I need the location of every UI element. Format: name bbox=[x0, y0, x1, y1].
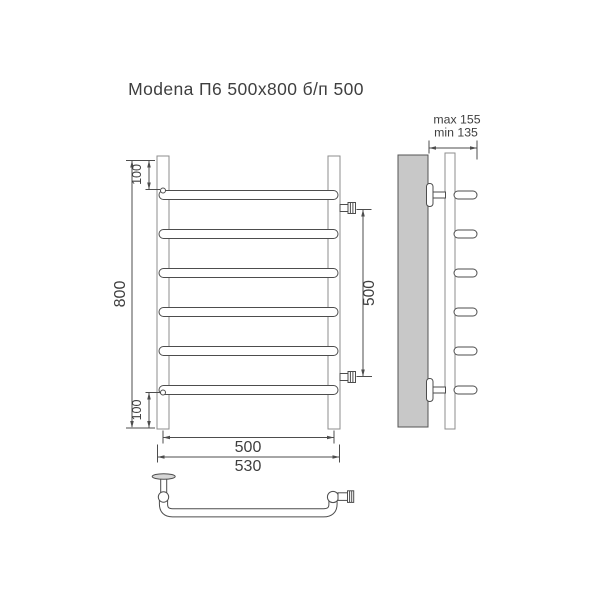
connection-fitting-bottom bbox=[340, 372, 356, 383]
dim-label-top-offset: 100 bbox=[130, 164, 144, 185]
connection-fitting-top bbox=[340, 203, 356, 214]
side-bar-3 bbox=[454, 269, 477, 277]
weld-point-bottom bbox=[161, 390, 166, 395]
side-bar-4 bbox=[454, 308, 477, 316]
detail-fitting bbox=[338, 491, 354, 503]
bracket-stem bbox=[433, 192, 446, 198]
arrow-down-icon bbox=[147, 183, 151, 190]
side-bar-ends bbox=[454, 191, 477, 394]
dim-label-rail-width: 500 bbox=[234, 439, 262, 456]
fitting-nut bbox=[348, 372, 356, 383]
side-bar-5 bbox=[454, 347, 477, 355]
dim-top-offset-100 bbox=[130, 161, 151, 190]
arrow-down-icon bbox=[130, 421, 134, 428]
bracket-flange bbox=[427, 379, 434, 402]
ball-joint-left bbox=[158, 492, 168, 502]
bar-4 bbox=[159, 308, 338, 317]
dim-height-800 bbox=[112, 161, 134, 429]
horizontal-bars bbox=[159, 191, 338, 395]
wall-bracket-top bbox=[427, 184, 446, 207]
dim-label-depth-max: max 155 bbox=[433, 112, 481, 127]
dim-label-bottom-offset: 100 bbox=[130, 399, 144, 421]
arrow-left-icon bbox=[158, 455, 165, 459]
weld-point-top bbox=[161, 188, 166, 193]
fitting-stub bbox=[340, 205, 348, 212]
dim-connection-spacing-500 bbox=[357, 210, 379, 377]
bar-6 bbox=[159, 386, 338, 395]
fitting-stub bbox=[338, 493, 348, 501]
side-bar-2 bbox=[454, 230, 477, 238]
dim-label-overall-width: 530 bbox=[234, 458, 262, 475]
arrow-left-icon bbox=[429, 146, 436, 150]
bar-1 bbox=[159, 191, 338, 200]
arrow-down-icon bbox=[361, 370, 365, 377]
side-view bbox=[398, 113, 481, 430]
wall bbox=[398, 155, 428, 427]
dim-rail-width-500 bbox=[163, 431, 334, 457]
ball-joint-right bbox=[327, 491, 338, 502]
rail-tube-fill bbox=[164, 500, 334, 513]
side-bar-1 bbox=[454, 191, 477, 199]
arrow-down-icon bbox=[147, 421, 151, 428]
arrow-up-icon bbox=[361, 210, 365, 217]
front-view bbox=[157, 156, 356, 429]
arrow-left-icon bbox=[163, 436, 170, 440]
side-bar-6 bbox=[454, 386, 477, 394]
bracket-stem bbox=[161, 478, 167, 493]
bar-5 bbox=[159, 347, 338, 356]
bar-3 bbox=[159, 269, 338, 278]
side-post bbox=[445, 153, 455, 429]
arrow-right-icon bbox=[470, 146, 477, 150]
drawing-title: Modena П6 500x800 б/п 500 bbox=[128, 79, 364, 99]
arrow-up-icon bbox=[147, 161, 151, 168]
arrow-right-icon bbox=[333, 455, 340, 459]
fitting-stub bbox=[340, 374, 348, 381]
fitting-nut bbox=[348, 203, 356, 214]
wall-bracket-bottom bbox=[427, 379, 446, 402]
dim-label-connection-spacing: 500 bbox=[361, 280, 378, 306]
dim-label-height: 800 bbox=[112, 280, 129, 308]
bar-2 bbox=[159, 230, 338, 239]
bracket-flange bbox=[152, 474, 175, 480]
dim-label-depth-min: min 135 bbox=[434, 125, 478, 140]
detail-top-view bbox=[152, 474, 354, 513]
arrow-right-icon bbox=[327, 436, 334, 440]
dim-depth bbox=[429, 113, 481, 160]
bracket-stem bbox=[433, 387, 446, 393]
bracket-flange bbox=[427, 184, 434, 207]
fitting-nut bbox=[348, 491, 354, 503]
arrow-up-icon bbox=[147, 393, 151, 400]
